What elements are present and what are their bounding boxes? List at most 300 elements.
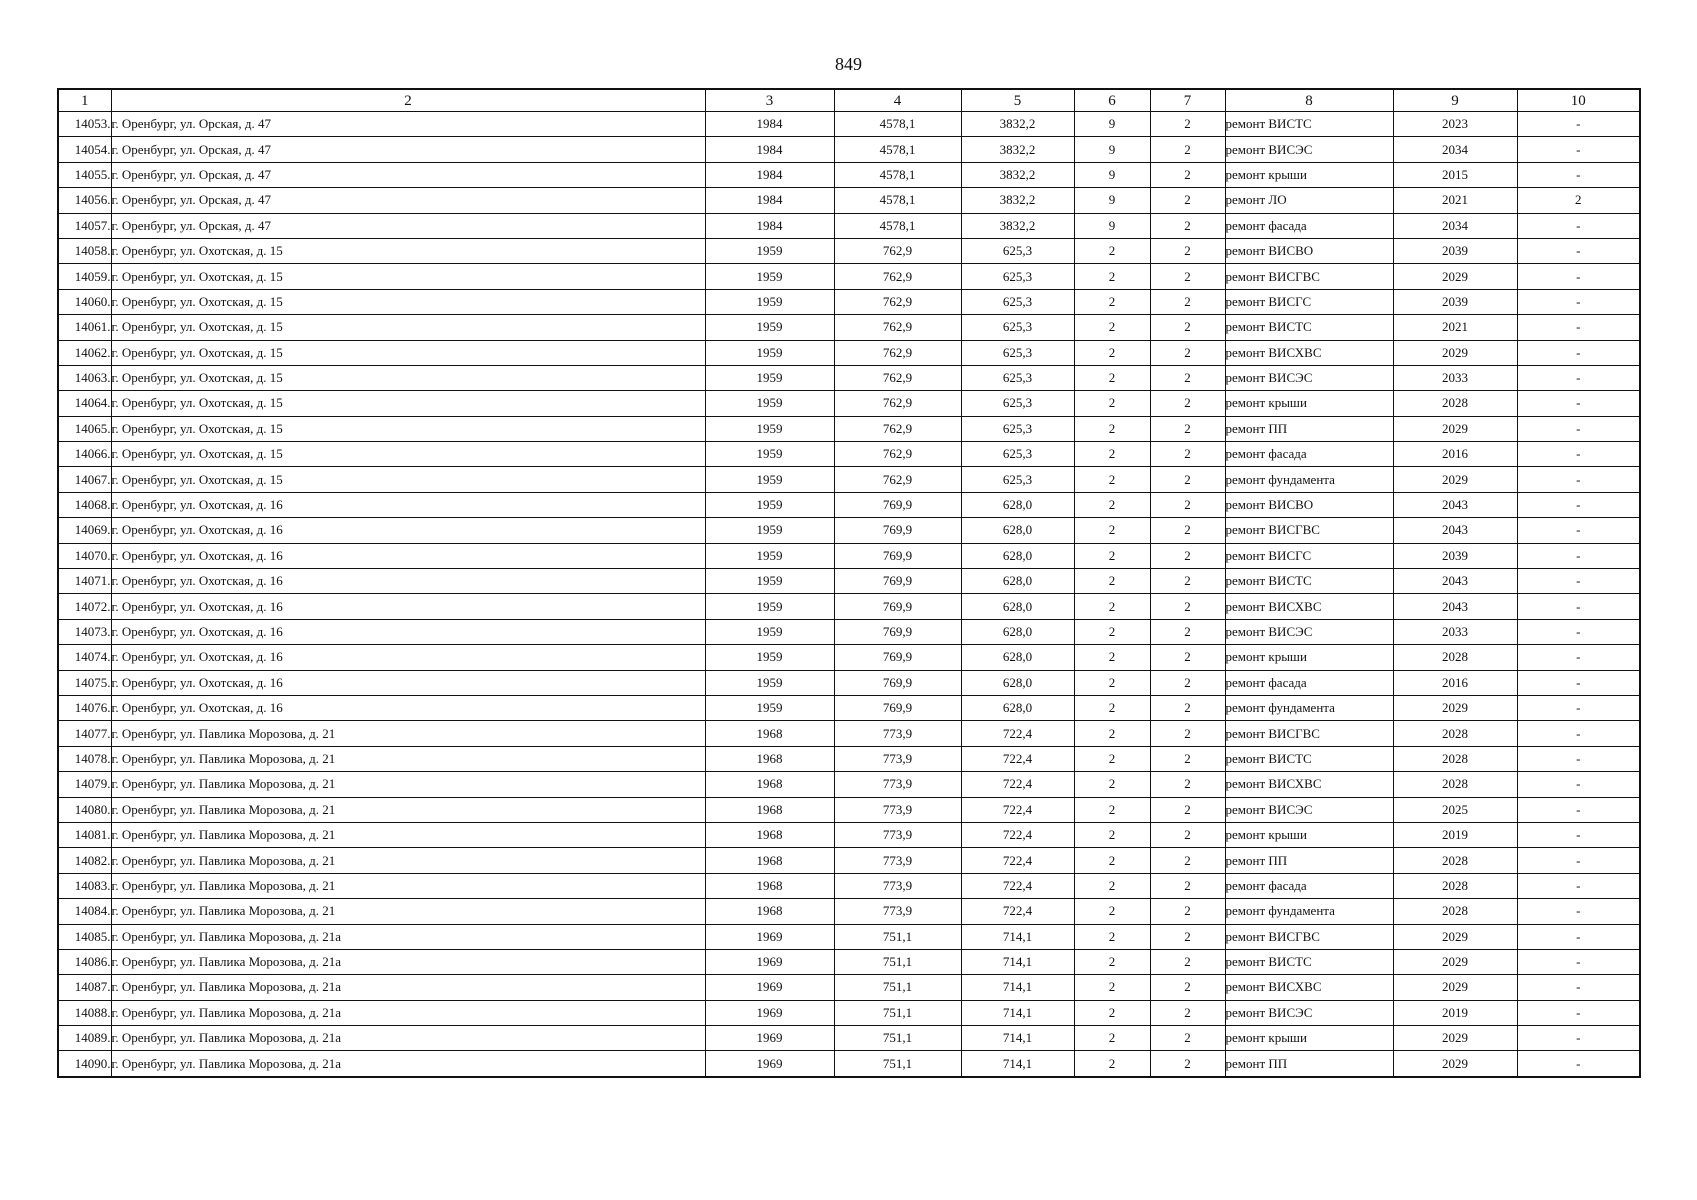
address-cell: г. Оренбург, ул. Павлика Морозова, д. 21а (111, 1026, 705, 1051)
total-area-cell: 4578,1 (834, 213, 961, 238)
entrances-cell: 2 (1150, 442, 1225, 467)
floors-cell: 2 (1074, 391, 1150, 416)
living-area-cell: 625,3 (961, 391, 1074, 416)
entrances-cell: 2 (1150, 822, 1225, 847)
year-cell: 1969 (705, 949, 834, 974)
address-cell: г. Оренбург, ул. Орская, д. 47 (111, 112, 705, 137)
column-header: 9 (1393, 89, 1517, 112)
row-number-cell: 14072. (58, 594, 111, 619)
year-cell: 1984 (705, 188, 834, 213)
row-number-cell: 14078. (58, 746, 111, 771)
year-cell: 1959 (705, 543, 834, 568)
note-cell: - (1517, 569, 1640, 594)
planned-year-cell: 2034 (1393, 137, 1517, 162)
entrances-cell: 2 (1150, 772, 1225, 797)
planned-year-cell: 2028 (1393, 772, 1517, 797)
entrances-cell: 2 (1150, 594, 1225, 619)
table-row (58, 848, 1640, 873)
work-type-cell: ремонт ВИСХВС (1225, 975, 1393, 1000)
living-area-cell: 714,1 (961, 975, 1074, 1000)
address-cell: г. Оренбург, ул. Орская, д. 47 (111, 162, 705, 187)
year-cell: 1959 (705, 492, 834, 517)
table-row (58, 416, 1640, 441)
work-type-cell: ремонт ВИСВО (1225, 492, 1393, 517)
work-type-cell: ремонт ВИСЭС (1225, 1000, 1393, 1025)
floors-cell: 2 (1074, 721, 1150, 746)
planned-year-cell: 2039 (1393, 289, 1517, 314)
table-row (58, 391, 1640, 416)
planned-year-cell: 2028 (1393, 899, 1517, 924)
total-area-cell: 773,9 (834, 848, 961, 873)
year-cell: 1959 (705, 416, 834, 441)
total-area-cell: 762,9 (834, 238, 961, 263)
planned-year-cell: 2029 (1393, 695, 1517, 720)
floors-cell: 2 (1074, 442, 1150, 467)
planned-year-cell: 2029 (1393, 264, 1517, 289)
address-cell: г. Оренбург, ул. Охотская, д. 16 (111, 518, 705, 543)
table-row (58, 721, 1640, 746)
total-area-cell: 751,1 (834, 1000, 961, 1025)
entrances-cell: 2 (1150, 188, 1225, 213)
work-type-cell: ремонт ЛО (1225, 188, 1393, 213)
living-area-cell: 628,0 (961, 543, 1074, 568)
floors-cell: 2 (1074, 492, 1150, 517)
table-row (58, 137, 1640, 162)
total-area-cell: 4578,1 (834, 112, 961, 137)
row-number-cell: 14086. (58, 949, 111, 974)
note-cell: - (1517, 619, 1640, 644)
total-area-cell: 769,9 (834, 518, 961, 543)
note-cell: - (1517, 1026, 1640, 1051)
note-cell: - (1517, 543, 1640, 568)
row-number-cell: 14075. (58, 670, 111, 695)
total-area-cell: 762,9 (834, 289, 961, 314)
living-area-cell: 714,1 (961, 1000, 1074, 1025)
entrances-cell: 2 (1150, 797, 1225, 822)
address-cell: г. Оренбург, ул. Охотская, д. 16 (111, 543, 705, 568)
row-number-cell: 14057. (58, 213, 111, 238)
entrances-cell: 2 (1150, 162, 1225, 187)
total-area-cell: 769,9 (834, 695, 961, 720)
year-cell: 1969 (705, 1026, 834, 1051)
year-cell: 1959 (705, 518, 834, 543)
living-area-cell: 3832,2 (961, 213, 1074, 238)
year-cell: 1969 (705, 924, 834, 949)
address-cell: г. Оренбург, ул. Павлика Морозова, д. 21а (111, 1000, 705, 1025)
table-row (58, 442, 1640, 467)
year-cell: 1959 (705, 365, 834, 390)
row-number-cell: 14065. (58, 416, 111, 441)
living-area-cell: 628,0 (961, 619, 1074, 644)
planned-year-cell: 2029 (1393, 416, 1517, 441)
total-area-cell: 751,1 (834, 1026, 961, 1051)
planned-year-cell: 2019 (1393, 1000, 1517, 1025)
row-number-cell: 14082. (58, 848, 111, 873)
work-type-cell: ремонт ВИСТС (1225, 315, 1393, 340)
year-cell: 1959 (705, 619, 834, 644)
entrances-cell: 2 (1150, 238, 1225, 263)
work-type-cell: ремонт ВИСВО (1225, 238, 1393, 263)
table-row (58, 340, 1640, 365)
entrances-cell: 2 (1150, 645, 1225, 670)
living-area-cell: 628,0 (961, 645, 1074, 670)
total-area-cell: 769,9 (834, 670, 961, 695)
work-type-cell: ремонт ВИСГВС (1225, 721, 1393, 746)
table-row (58, 645, 1640, 670)
floors-cell: 2 (1074, 975, 1150, 1000)
address-cell: г. Оренбург, ул. Охотская, д. 15 (111, 238, 705, 263)
floors-cell: 2 (1074, 264, 1150, 289)
floors-cell: 2 (1074, 340, 1150, 365)
total-area-cell: 762,9 (834, 315, 961, 340)
planned-year-cell: 2029 (1393, 924, 1517, 949)
address-cell: г. Оренбург, ул. Орская, д. 47 (111, 137, 705, 162)
floors-cell: 9 (1074, 213, 1150, 238)
note-cell: - (1517, 264, 1640, 289)
year-cell: 1968 (705, 772, 834, 797)
year-cell: 1959 (705, 391, 834, 416)
work-type-cell: ремонт ВИСГВС (1225, 264, 1393, 289)
column-header: 2 (111, 89, 705, 112)
floors-cell: 2 (1074, 619, 1150, 644)
address-cell: г. Оренбург, ул. Охотская, д. 15 (111, 365, 705, 390)
entrances-cell: 2 (1150, 340, 1225, 365)
living-area-cell: 625,3 (961, 315, 1074, 340)
floors-cell: 2 (1074, 797, 1150, 822)
total-area-cell: 773,9 (834, 721, 961, 746)
row-number-cell: 14056. (58, 188, 111, 213)
note-cell: - (1517, 695, 1640, 720)
work-type-cell: ремонт фасада (1225, 442, 1393, 467)
total-area-cell: 751,1 (834, 924, 961, 949)
total-area-cell: 769,9 (834, 492, 961, 517)
row-number-cell: 14053. (58, 112, 111, 137)
note-cell: - (1517, 1051, 1640, 1077)
floors-cell: 2 (1074, 924, 1150, 949)
entrances-cell: 2 (1150, 137, 1225, 162)
floors-cell: 9 (1074, 112, 1150, 137)
total-area-cell: 773,9 (834, 797, 961, 822)
row-number-cell: 14068. (58, 492, 111, 517)
note-cell: - (1517, 391, 1640, 416)
note-cell: - (1517, 645, 1640, 670)
entrances-cell: 2 (1150, 467, 1225, 492)
table-row (58, 315, 1640, 340)
entrances-cell: 2 (1150, 924, 1225, 949)
living-area-cell: 722,4 (961, 873, 1074, 898)
work-type-cell: ремонт фасада (1225, 670, 1393, 695)
year-cell: 1984 (705, 112, 834, 137)
table-row (58, 1000, 1640, 1025)
note-cell: - (1517, 162, 1640, 187)
address-cell: г. Оренбург, ул. Охотская, д. 16 (111, 492, 705, 517)
year-cell: 1959 (705, 467, 834, 492)
total-area-cell: 773,9 (834, 899, 961, 924)
address-cell: г. Оренбург, ул. Охотская, д. 15 (111, 467, 705, 492)
living-area-cell: 625,3 (961, 289, 1074, 314)
floors-cell: 2 (1074, 315, 1150, 340)
table-row (58, 518, 1640, 543)
total-area-cell: 773,9 (834, 772, 961, 797)
row-number-cell: 14079. (58, 772, 111, 797)
row-number-cell: 14055. (58, 162, 111, 187)
planned-year-cell: 2016 (1393, 442, 1517, 467)
floors-cell: 2 (1074, 289, 1150, 314)
work-type-cell: ремонт ВИСТС (1225, 112, 1393, 137)
living-area-cell: 722,4 (961, 721, 1074, 746)
address-cell: г. Оренбург, ул. Павлика Морозова, д. 21 (111, 772, 705, 797)
note-cell: - (1517, 492, 1640, 517)
note-cell: 2 (1517, 188, 1640, 213)
work-type-cell: ремонт фундамента (1225, 467, 1393, 492)
work-type-cell: ремонт ВИСГС (1225, 543, 1393, 568)
year-cell: 1959 (705, 670, 834, 695)
table-row (58, 949, 1640, 974)
row-number-cell: 14084. (58, 899, 111, 924)
living-area-cell: 722,4 (961, 848, 1074, 873)
address-cell: г. Оренбург, ул. Павлика Морозова, д. 21 (111, 848, 705, 873)
planned-year-cell: 2033 (1393, 365, 1517, 390)
planned-year-cell: 2029 (1393, 340, 1517, 365)
floors-cell: 2 (1074, 1051, 1150, 1077)
entrances-cell: 2 (1150, 975, 1225, 1000)
table-row (58, 467, 1640, 492)
entrances-cell: 2 (1150, 695, 1225, 720)
address-cell: г. Оренбург, ул. Павлика Морозова, д. 21 (111, 899, 705, 924)
floors-cell: 2 (1074, 569, 1150, 594)
work-type-cell: ремонт ВИСЭС (1225, 619, 1393, 644)
year-cell: 1959 (705, 645, 834, 670)
floors-cell: 2 (1074, 645, 1150, 670)
year-cell: 1959 (705, 340, 834, 365)
total-area-cell: 769,9 (834, 645, 961, 670)
address-cell: г. Оренбург, ул. Охотская, д. 16 (111, 569, 705, 594)
planned-year-cell: 2029 (1393, 975, 1517, 1000)
floors-cell: 2 (1074, 1000, 1150, 1025)
living-area-cell: 625,3 (961, 442, 1074, 467)
address-cell: г. Оренбург, ул. Охотская, д. 16 (111, 594, 705, 619)
total-area-cell: 4578,1 (834, 188, 961, 213)
address-cell: г. Оренбург, ул. Павлика Морозова, д. 21а (111, 1051, 705, 1077)
note-cell: - (1517, 467, 1640, 492)
register-table (57, 88, 1641, 1078)
living-area-cell: 722,4 (961, 746, 1074, 771)
year-cell: 1959 (705, 695, 834, 720)
total-area-cell: 773,9 (834, 873, 961, 898)
total-area-cell: 762,9 (834, 442, 961, 467)
planned-year-cell: 2019 (1393, 822, 1517, 847)
address-cell: г. Оренбург, ул. Охотская, д. 16 (111, 645, 705, 670)
table-row (58, 289, 1640, 314)
floors-cell: 9 (1074, 188, 1150, 213)
entrances-cell: 2 (1150, 1051, 1225, 1077)
planned-year-cell: 2025 (1393, 797, 1517, 822)
note-cell: - (1517, 746, 1640, 771)
planned-year-cell: 2028 (1393, 721, 1517, 746)
year-cell: 1984 (705, 162, 834, 187)
row-number-cell: 14071. (58, 569, 111, 594)
living-area-cell: 625,3 (961, 264, 1074, 289)
planned-year-cell: 2039 (1393, 238, 1517, 263)
address-cell: г. Оренбург, ул. Охотская, д. 15 (111, 264, 705, 289)
note-cell: - (1517, 721, 1640, 746)
row-number-cell: 14063. (58, 365, 111, 390)
floors-cell: 2 (1074, 543, 1150, 568)
table-row (58, 746, 1640, 771)
year-cell: 1968 (705, 873, 834, 898)
note-cell: - (1517, 340, 1640, 365)
planned-year-cell: 2033 (1393, 619, 1517, 644)
planned-year-cell: 2016 (1393, 670, 1517, 695)
note-cell: - (1517, 899, 1640, 924)
row-number-cell: 14064. (58, 391, 111, 416)
planned-year-cell: 2034 (1393, 213, 1517, 238)
row-number-cell: 14085. (58, 924, 111, 949)
column-header: 8 (1225, 89, 1393, 112)
entrances-cell: 2 (1150, 416, 1225, 441)
entrances-cell: 2 (1150, 213, 1225, 238)
work-type-cell: ремонт фасада (1225, 213, 1393, 238)
column-header: 10 (1517, 89, 1640, 112)
table-row (58, 162, 1640, 187)
year-cell: 1959 (705, 315, 834, 340)
note-cell: - (1517, 822, 1640, 847)
work-type-cell: ремонт ВИСГВС (1225, 924, 1393, 949)
floors-cell: 9 (1074, 137, 1150, 162)
total-area-cell: 4578,1 (834, 162, 961, 187)
table-row (58, 264, 1640, 289)
row-number-cell: 14087. (58, 975, 111, 1000)
living-area-cell: 722,4 (961, 772, 1074, 797)
work-type-cell: ремонт крыши (1225, 391, 1393, 416)
planned-year-cell: 2028 (1393, 848, 1517, 873)
table-row (58, 492, 1640, 517)
year-cell: 1968 (705, 822, 834, 847)
address-cell: г. Оренбург, ул. Охотская, д. 15 (111, 442, 705, 467)
total-area-cell: 751,1 (834, 949, 961, 974)
table-row (58, 569, 1640, 594)
note-cell: - (1517, 670, 1640, 695)
row-number-cell: 14054. (58, 137, 111, 162)
note-cell: - (1517, 848, 1640, 873)
row-number-cell: 14073. (58, 619, 111, 644)
entrances-cell: 2 (1150, 848, 1225, 873)
living-area-cell: 628,0 (961, 518, 1074, 543)
note-cell: - (1517, 112, 1640, 137)
planned-year-cell: 2021 (1393, 188, 1517, 213)
note-cell: - (1517, 949, 1640, 974)
table-row (58, 543, 1640, 568)
row-number-cell: 14088. (58, 1000, 111, 1025)
page-number: 849 (835, 54, 862, 74)
total-area-cell: 769,9 (834, 569, 961, 594)
work-type-cell: ремонт ВИСТС (1225, 949, 1393, 974)
year-cell: 1959 (705, 594, 834, 619)
work-type-cell: ремонт ПП (1225, 1051, 1393, 1077)
row-number-cell: 14059. (58, 264, 111, 289)
note-cell: - (1517, 594, 1640, 619)
address-cell: г. Оренбург, ул. Охотская, д. 16 (111, 619, 705, 644)
entrances-cell: 2 (1150, 315, 1225, 340)
entrances-cell: 2 (1150, 112, 1225, 137)
year-cell: 1959 (705, 289, 834, 314)
planned-year-cell: 2029 (1393, 467, 1517, 492)
floors-cell: 9 (1074, 162, 1150, 187)
floors-cell: 2 (1074, 416, 1150, 441)
header-row (58, 89, 1640, 112)
entrances-cell: 2 (1150, 899, 1225, 924)
planned-year-cell: 2029 (1393, 1051, 1517, 1077)
living-area-cell: 625,3 (961, 238, 1074, 263)
floors-cell: 2 (1074, 594, 1150, 619)
living-area-cell: 628,0 (961, 492, 1074, 517)
year-cell: 1969 (705, 1051, 834, 1077)
entrances-cell: 2 (1150, 264, 1225, 289)
row-number-cell: 14077. (58, 721, 111, 746)
planned-year-cell: 2021 (1393, 315, 1517, 340)
entrances-cell: 2 (1150, 746, 1225, 771)
work-type-cell: ремонт ВИСЭС (1225, 365, 1393, 390)
column-header: 3 (705, 89, 834, 112)
planned-year-cell: 2043 (1393, 569, 1517, 594)
row-number-cell: 14067. (58, 467, 111, 492)
row-number-cell: 14058. (58, 238, 111, 263)
work-type-cell: ремонт крыши (1225, 645, 1393, 670)
entrances-cell: 2 (1150, 543, 1225, 568)
planned-year-cell: 2028 (1393, 746, 1517, 771)
table-row (58, 924, 1640, 949)
table-row (58, 213, 1640, 238)
note-cell: - (1517, 315, 1640, 340)
floors-cell: 2 (1074, 518, 1150, 543)
row-number-cell: 14081. (58, 822, 111, 847)
living-area-cell: 3832,2 (961, 188, 1074, 213)
work-type-cell: ремонт ВИСХВС (1225, 340, 1393, 365)
address-cell: г. Оренбург, ул. Павлика Морозова, д. 21а (111, 924, 705, 949)
floors-cell: 2 (1074, 848, 1150, 873)
living-area-cell: 722,4 (961, 822, 1074, 847)
floors-cell: 2 (1074, 822, 1150, 847)
year-cell: 1959 (705, 264, 834, 289)
work-type-cell: ремонт ВИСЭС (1225, 797, 1393, 822)
row-number-cell: 14074. (58, 645, 111, 670)
row-number-cell: 14090. (58, 1051, 111, 1077)
work-type-cell: ремонт ВИСГВС (1225, 518, 1393, 543)
living-area-cell: 625,3 (961, 340, 1074, 365)
floors-cell: 2 (1074, 670, 1150, 695)
table-row (58, 670, 1640, 695)
floors-cell: 2 (1074, 873, 1150, 898)
table-row (58, 695, 1640, 720)
living-area-cell: 625,3 (961, 467, 1074, 492)
entrances-cell: 2 (1150, 670, 1225, 695)
table-row (58, 619, 1640, 644)
living-area-cell: 722,4 (961, 797, 1074, 822)
living-area-cell: 628,0 (961, 695, 1074, 720)
living-area-cell: 714,1 (961, 924, 1074, 949)
row-number-cell: 14089. (58, 1026, 111, 1051)
living-area-cell: 3832,2 (961, 137, 1074, 162)
address-cell: г. Оренбург, ул. Павлика Морозова, д. 21 (111, 797, 705, 822)
planned-year-cell: 2028 (1393, 645, 1517, 670)
planned-year-cell: 2028 (1393, 873, 1517, 898)
address-cell: г. Оренбург, ул. Павлика Морозова, д. 21 (111, 873, 705, 898)
total-area-cell: 769,9 (834, 543, 961, 568)
entrances-cell: 2 (1150, 721, 1225, 746)
total-area-cell: 4578,1 (834, 137, 961, 162)
address-cell: г. Оренбург, ул. Павлика Морозова, д. 21 (111, 822, 705, 847)
table-row (58, 188, 1640, 213)
